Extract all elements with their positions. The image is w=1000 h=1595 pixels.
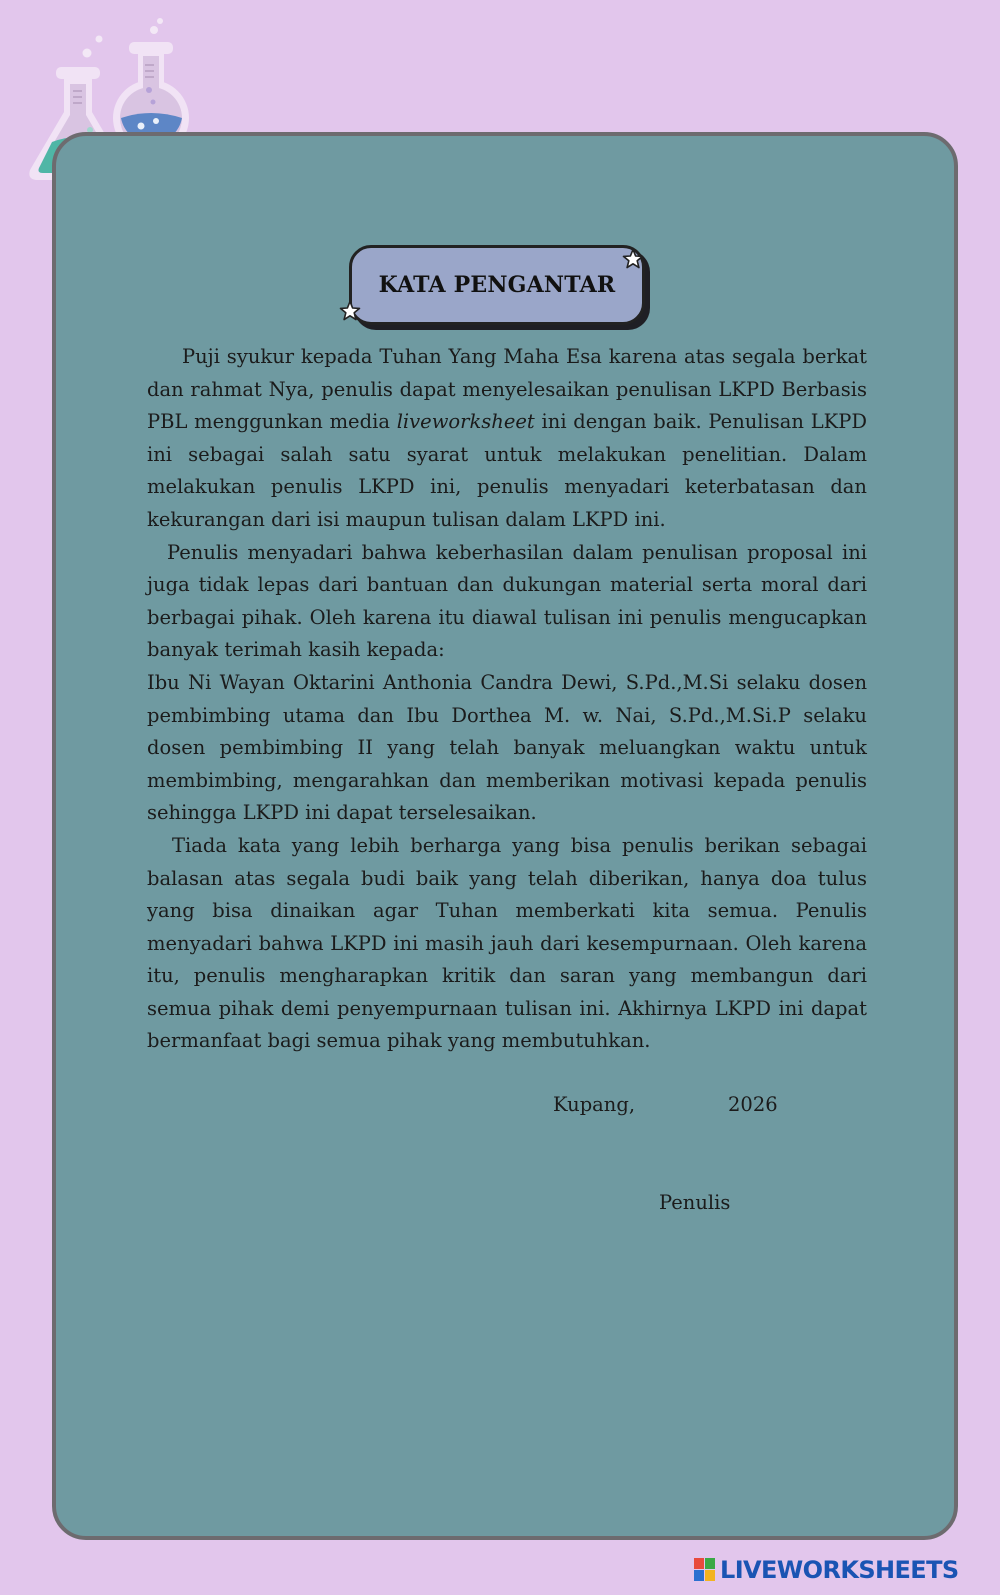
paragraph-1-text-start: Puji syukur kepada Tuhan Yang Maha Esa karena atas segala berkat dan rahmat Nya, penulis dapat menyelesaikan penulisan LKPD Berbasis PBL menggunkan media [147,345,867,434]
paragraph-3: Ibu Ni Wayan Oktarini Anthonia Candra Dewi, S.Pd.,M.Si selaku dosen pembimbing utama dan Ibu Dorthea M. w. Nai, S.Pd.,M.Si.P selaku dosen pembimbing II yang telah banyak meluangkan waktu untuk membimbing, mengarahkan dan memberikan motivasi kepada penulis sehingga LKPD ini dapat terselesaikan. [147,670,867,825]
signature-author: Penulis [659,1191,731,1214]
paragraph-4: Tiada kata yang lebih berharga yang bisa penulis berikan sebagai balasan atas segala budi baik yang telah diberikan, hanya doa tulus yang bisa dinaikan agar Tuhan memberkati kita semua. Penulis menyadari bahwa LKPD ini masih jauh dari kesempurnaan. Oleh karena itu, penulis mengharapkan kritik dan saran yang membangun dari semua pihak demi penyempurnaan tulisan ini. Akhirnya LKPD ini dapat bermanfaat bagi semua pihak yang membutuhkan. [147,833,867,1053]
brand-name: LIVEWORKSHEETS [720,1556,959,1584]
paragraph-1-italic-term: liveworksheet [396,410,535,434]
paragraph-1-text-end: ini dengan baik. Penulisan LKPD ini sebagai salah satu syarat untuk melakukan penelitian. Dalam melakukan penulis LKPD ini, penulis menyadari keterbatasan dan kekurangan dari isi maupun tulisan dalam LKPD ini. [147,410,867,531]
star-icon [622,248,644,270]
signature-place: Kupang, [553,1093,636,1116]
signature-year: 2026 [728,1093,778,1116]
liveworksheets-logo-icon [694,1558,716,1582]
star-icon [339,300,361,322]
foreword-body [147,341,867,1058]
title-banner [349,245,645,325]
title-banner-face [349,245,645,325]
page-title: KATA PENGANTAR [378,272,616,298]
liveworksheets-brand [694,1556,959,1584]
paragraph-2: Penulis menyadari bahwa keberhasilan dalam penulisan proposal ini juga tidak lepas dari bantuan dan dukungan material serta moral dari berbagai pihak. Oleh karena itu diawal tulisan ini penulis mengucapkan banyak terimah kasih kepada: [147,540,867,662]
paragraph-1 [147,341,867,537]
